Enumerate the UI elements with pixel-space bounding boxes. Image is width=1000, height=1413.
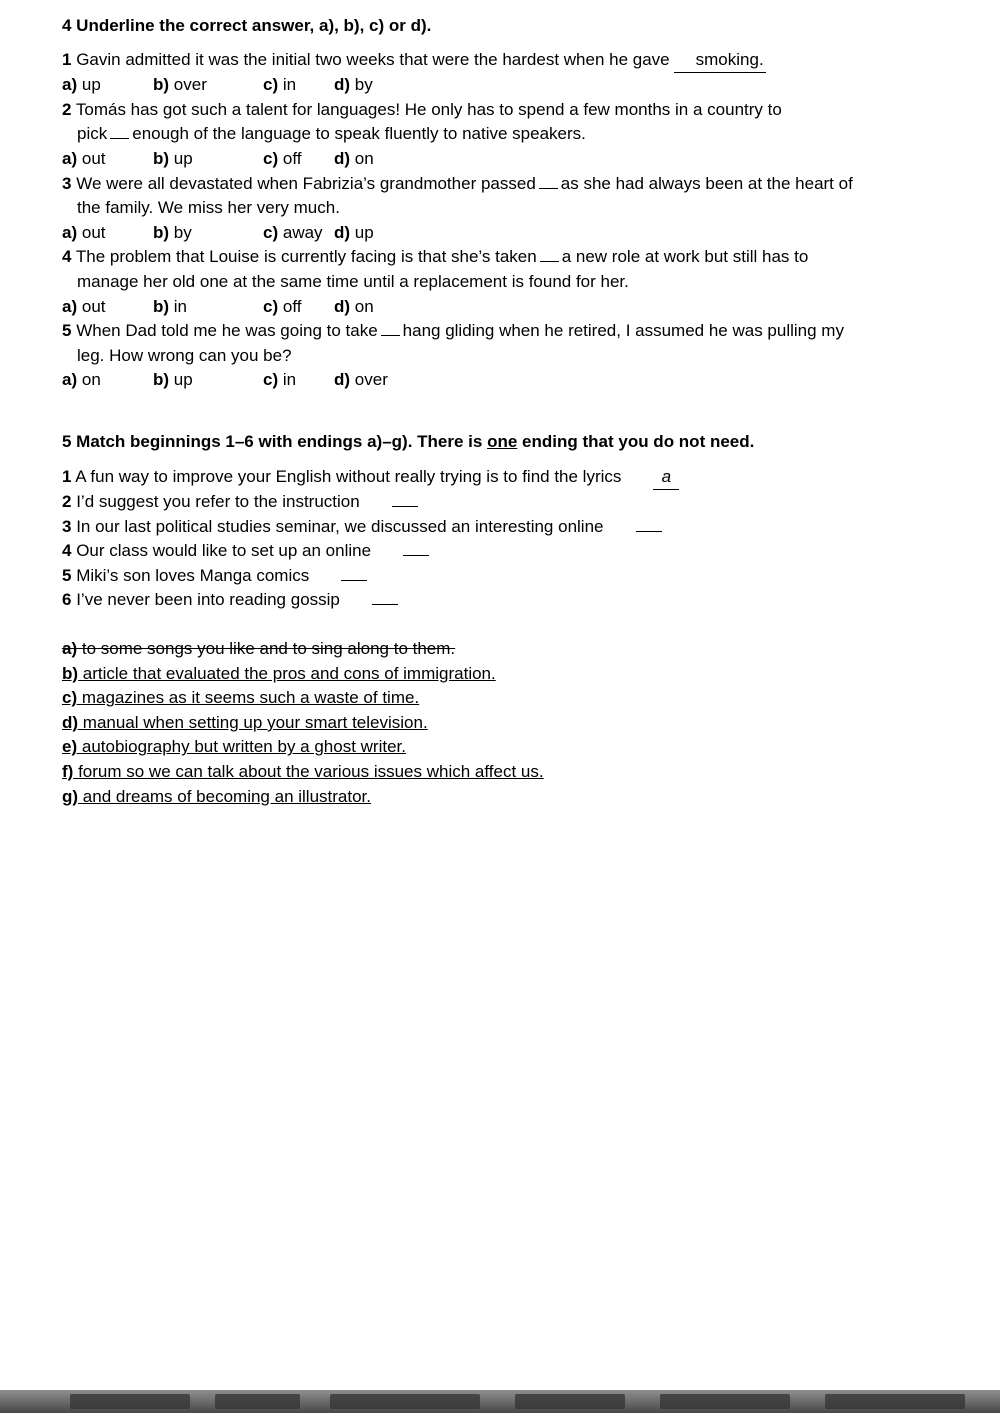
item-number: 5 <box>62 565 72 585</box>
option-text: up <box>173 148 193 168</box>
option-label: d) <box>334 370 351 390</box>
exercise5-title <box>62 430 960 455</box>
question-number: 1 <box>62 49 72 69</box>
ending-text: to some songs you like and to sing along to them. <box>81 639 456 659</box>
match-item-1 <box>62 465 960 491</box>
option-d[interactable] <box>334 73 373 98</box>
option-label: a) <box>62 75 78 95</box>
question-3-text-line2 <box>62 196 960 221</box>
footer-cutoff-content <box>660 1394 790 1409</box>
option-c[interactable] <box>263 295 334 320</box>
option-d[interactable] <box>334 221 374 246</box>
option-text: in <box>282 75 297 95</box>
option-label: c) <box>263 75 279 95</box>
match-item-2 <box>62 490 960 515</box>
ending-d[interactable] <box>62 711 960 736</box>
question-5-text <box>62 319 960 344</box>
item-text: Miki’s son loves Manga comics <box>76 565 310 585</box>
question-sentence: The problem that Louise is currently facing is that she’s taken <box>75 247 537 267</box>
option-label: c) <box>263 222 279 242</box>
match-item-4 <box>62 539 960 564</box>
ending-text: forum so we can talk about the various issues which affect us. <box>78 762 544 782</box>
fill-blank[interactable] <box>539 188 558 189</box>
fill-blank[interactable] <box>540 261 559 262</box>
option-d[interactable] <box>334 147 374 172</box>
fill-blank[interactable] <box>110 138 129 139</box>
match-answer-blank[interactable]: a <box>653 465 679 491</box>
option-label: a) <box>62 222 78 242</box>
option-b[interactable] <box>153 295 263 320</box>
option-text: up <box>81 75 101 95</box>
question-number: 4 <box>62 247 72 267</box>
option-c[interactable] <box>263 221 334 246</box>
match-item-6 <box>62 588 960 613</box>
option-b[interactable] <box>153 368 263 393</box>
option-label: c) <box>263 370 279 390</box>
exercise4-title: 4 Underline the correct answer, a), b), c) or d). <box>62 16 432 35</box>
option-label: c) <box>263 296 279 316</box>
ending-label: g) <box>62 786 79 806</box>
question-4-text <box>62 245 960 270</box>
match-item-3 <box>62 515 960 540</box>
footer-cutoff-content <box>70 1394 190 1409</box>
ending-label: b) <box>62 663 79 683</box>
option-b[interactable] <box>153 221 263 246</box>
match-answer-blank[interactable] <box>636 531 662 532</box>
question-2-text <box>62 98 960 123</box>
option-text: on <box>81 370 101 390</box>
option-a[interactable] <box>62 368 153 393</box>
ending-label: c) <box>62 688 78 708</box>
option-text: up <box>354 222 374 242</box>
question-4-options <box>62 295 960 320</box>
item-number: 1 <box>62 466 72 486</box>
match-answer-blank[interactable] <box>392 506 418 507</box>
option-label: a) <box>62 370 78 390</box>
option-b[interactable] <box>153 73 263 98</box>
ending-g[interactable] <box>62 785 960 810</box>
item-text: I’ve never been into reading gossip <box>76 590 340 610</box>
option-label: a) <box>62 296 78 316</box>
option-label: b) <box>153 75 170 95</box>
endings-list <box>62 637 960 809</box>
option-label: a) <box>62 148 78 168</box>
question-sentence: Gavin admitted it was the initial two weeks that were the hardest when he gave <box>76 49 670 69</box>
exercise5-section <box>62 430 960 809</box>
option-text: out <box>81 296 106 316</box>
option-c[interactable] <box>263 368 334 393</box>
option-text: over <box>354 370 388 390</box>
question-5-options <box>62 368 960 393</box>
option-label: b) <box>153 222 170 242</box>
option-text: by <box>173 222 192 242</box>
option-text: away <box>282 222 323 242</box>
ending-label: e) <box>62 737 78 757</box>
match-item-5 <box>62 564 960 589</box>
option-a[interactable] <box>62 295 153 320</box>
question-sentence: We were all devastated when Fabrizia’s grandmother passed <box>76 173 536 193</box>
question-sentence: leg. How wrong can you be? <box>77 345 292 365</box>
option-label: d) <box>334 296 351 316</box>
question-5-text-line2 <box>62 344 960 369</box>
question-1-options <box>62 73 960 98</box>
item-number: 2 <box>62 492 72 512</box>
option-text: on <box>354 148 374 168</box>
question-sentence: enough of the language to speak fluently to native speakers. <box>132 124 586 144</box>
option-text: out <box>81 222 106 242</box>
option-label: b) <box>153 148 170 168</box>
question-sentence: manage her old one at the same time until a replacement is found for her. <box>77 271 629 291</box>
footer-cutoff-content <box>215 1394 300 1409</box>
question-number: 5 <box>62 321 72 341</box>
question-sentence: When Dad told me he was going to take <box>76 321 378 341</box>
question-sentence: a new role at work but still has to <box>561 247 809 267</box>
option-a[interactable] <box>62 147 153 172</box>
ending-text: autobiography but written by a ghost writer. <box>81 737 406 757</box>
option-label: c) <box>263 148 279 168</box>
question-sentence: Tomás has got such a talent for languages! He only has to spend a few months in a country to <box>75 99 782 119</box>
question-3-text <box>62 172 960 197</box>
question-2-text-line2 <box>62 122 960 147</box>
item-text: In our last political studies seminar, we discussed an interesting online <box>76 516 604 536</box>
match-items-list <box>62 465 960 614</box>
fill-blank[interactable] <box>381 335 400 336</box>
option-label: d) <box>334 222 351 242</box>
question-sentence: as she had always been at the heart of <box>560 173 853 193</box>
match-answer-blank[interactable] <box>403 555 429 556</box>
question-2-options <box>62 147 960 172</box>
exercise5-title-text: 5 Match beginnings 1–6 with endings a)–g). There is <box>62 431 488 451</box>
option-text: on <box>354 296 374 316</box>
option-text: in <box>282 370 297 390</box>
option-label: b) <box>153 370 170 390</box>
option-label: d) <box>334 148 351 168</box>
ending-text: manual when setting up your smart television. <box>82 712 428 732</box>
ending-text: article that evaluated the pros and cons of immigration. <box>82 663 496 683</box>
option-text: off <box>282 296 302 316</box>
ending-label: d) <box>62 712 79 732</box>
question-3-options <box>62 221 960 246</box>
exercise5-title-text: ending that you do not need. <box>517 431 755 451</box>
question-sentence: hang gliding when he retired, I assumed he was pulling my <box>402 321 844 341</box>
option-a[interactable] <box>62 73 153 98</box>
ending-f[interactable] <box>62 760 960 785</box>
match-answer-blank[interactable] <box>372 604 398 605</box>
item-number: 3 <box>62 516 72 536</box>
page-footer-cutoff <box>0 1390 1000 1413</box>
item-number: 6 <box>62 590 72 610</box>
option-label: d) <box>334 75 351 95</box>
ending-c[interactable] <box>62 686 960 711</box>
question-sentence: pick <box>77 124 108 144</box>
option-d[interactable] <box>334 368 388 393</box>
option-text: by <box>354 75 373 95</box>
filled-answer-blank[interactable]: smoking. <box>674 48 766 74</box>
option-d[interactable] <box>334 295 374 320</box>
option-text: off <box>282 148 302 168</box>
item-text: I’d suggest you refer to the instruction <box>76 492 360 512</box>
item-number: 4 <box>62 541 72 561</box>
option-c[interactable] <box>263 147 334 172</box>
question-sentence: the family. We miss her very much. <box>77 198 340 218</box>
option-text: in <box>173 296 188 316</box>
option-c[interactable] <box>263 73 334 98</box>
ending-label: a) <box>62 639 78 659</box>
ending-a[interactable] <box>62 637 960 662</box>
option-b[interactable] <box>153 147 263 172</box>
option-label: b) <box>153 296 170 316</box>
option-text: up <box>173 370 193 390</box>
option-text: out <box>81 148 106 168</box>
question-4-text-line2 <box>62 270 960 295</box>
ending-text: and dreams of becoming an illustrator. <box>82 786 371 806</box>
match-answer-blank[interactable] <box>341 580 367 581</box>
footer-cutoff-content <box>515 1394 625 1409</box>
ending-e[interactable] <box>62 735 960 760</box>
footer-cutoff-content <box>330 1394 480 1409</box>
exercise5-title-underlined-word: one <box>487 431 518 451</box>
option-text: over <box>173 75 207 95</box>
option-a[interactable] <box>62 221 153 246</box>
question-number: 3 <box>62 173 72 193</box>
question-1-text <box>62 48 960 74</box>
exercise4-section <box>62 14 960 393</box>
ending-b[interactable] <box>62 662 960 687</box>
question-number: 2 <box>62 99 72 119</box>
item-text: A fun way to improve your English without really trying is to find the lyrics <box>75 466 622 486</box>
ending-text: magazines as it seems such a waste of time. <box>81 688 420 708</box>
ending-label: f) <box>62 762 74 782</box>
item-text: Our class would like to set up an online <box>76 541 372 561</box>
footer-cutoff-content <box>825 1394 965 1409</box>
